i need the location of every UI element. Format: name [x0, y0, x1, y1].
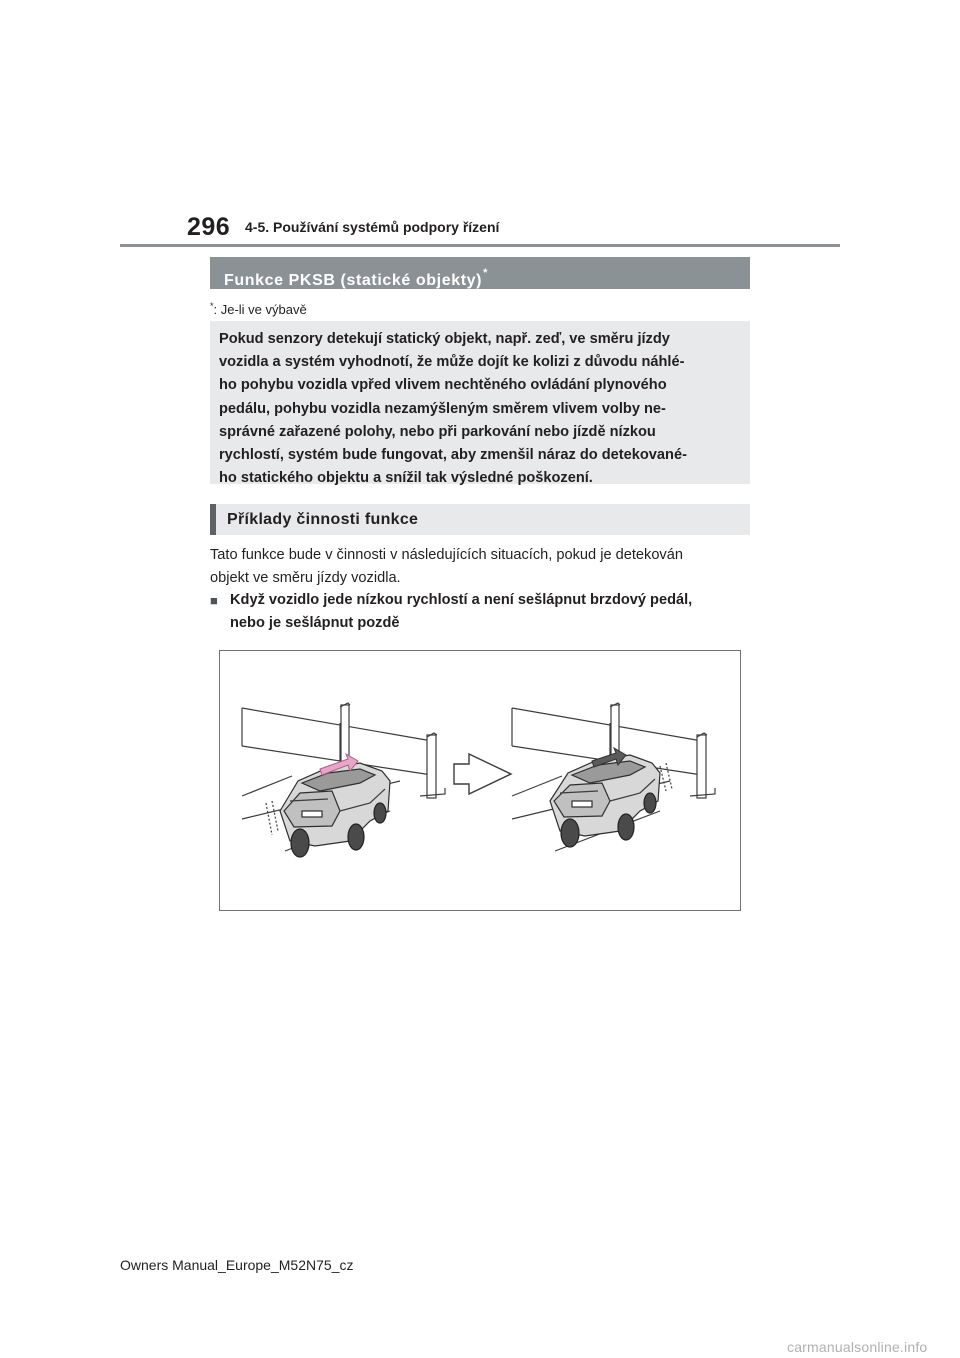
footnote-mark: * — [210, 301, 214, 311]
footnote-text: : Je-li ve výbavě — [213, 302, 307, 317]
transition-arrow-icon — [454, 754, 511, 794]
summary-box — [210, 321, 750, 487]
summary-line: správné zařazené polohy, nebo při parkování nebo jízdě nízkou — [219, 423, 656, 440]
car-right-icon — [550, 755, 672, 847]
bullet-item — [210, 589, 755, 635]
bullet-line: nebo je sešlápnut pozdě — [230, 615, 400, 631]
summary-line: ho pohybu vozidla vpřed vlivem nechtěného ovládání plynového — [219, 377, 667, 394]
summary-line: vozidla a systém vyhodnotí, že může dojít ke kolizi z důvodu náhlé- — [219, 354, 685, 371]
subsection-title: Příklady činnosti funkce — [227, 511, 419, 528]
summary-line: pedálu, pohybu vozidla nezamýšleným směrem vlivem volby ne- — [219, 400, 666, 417]
watermark: carmanualsonline.info — [787, 1339, 928, 1355]
document-id: Owners Manual_Europe_M52N75_cz — [120, 1257, 354, 1273]
section-title: Funkce PKSB (statické objekty) — [224, 272, 483, 289]
illustration-frame — [219, 650, 741, 911]
summary-line: Pokud senzory detekují statický objekt, např. zeď, ve směru jízdy — [219, 331, 670, 347]
illustration-svg — [220, 651, 740, 910]
car-left-icon — [266, 763, 390, 857]
footnote — [210, 301, 307, 317]
scene-stopped-at-wall — [512, 703, 715, 851]
intro-line: Tato funkce bude v činnosti v následujících situacích, pokud je detekován — [210, 547, 683, 563]
summary-line: ho statického objektu a snížil tak výsledné poškození. — [219, 470, 593, 487]
intro-paragraph — [210, 544, 755, 590]
bullet-square-icon: ■ — [210, 593, 218, 608]
section-title-bar — [210, 257, 750, 289]
subsection-title-bar — [210, 504, 750, 535]
summary-line: rychlostí, systém bude fungovat, aby zmenšil náraz do detekované- — [219, 447, 687, 464]
chapter-title: 4-5. Používání systémů podpory řízení — [245, 219, 500, 235]
header-divider — [120, 244, 840, 247]
page-number: 296 — [187, 213, 231, 241]
intro-line: objekt ve směru jízdy vozidla. — [210, 570, 401, 586]
bullet-line: Když vozidlo jede nízkou rychlostí a není sešlápnut brzdový pedál, — [230, 592, 693, 608]
scene-approaching-wall — [242, 703, 445, 857]
section-title-mark: * — [483, 267, 488, 279]
